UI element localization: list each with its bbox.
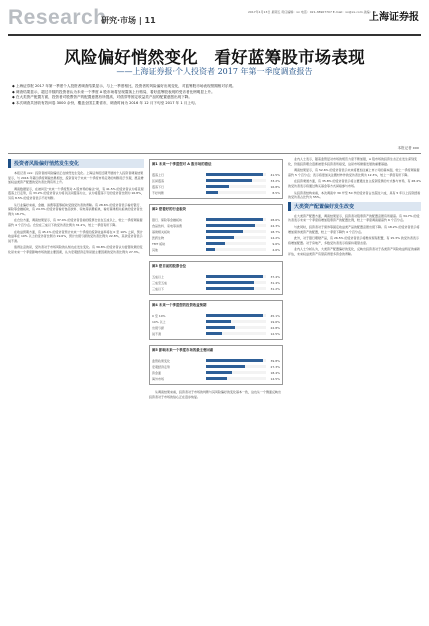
bar-value-label: 18.7% [270,229,280,234]
bar-track [206,230,266,233]
bar-label: 海外市场 [152,376,165,381]
paragraph: 本报记者 xxx：投资者的风险偏好正在悄然发生变化。上海证券报近期开展的个人投资者调查结果显示，与 2016 年第四季度调查结果相比，投资者对于未来一个季度市场走势的判断趋于乐观，愿意增加权益类资产配置的受访者比例有所上升。 [8,171,144,185]
paragraph: 业内人士分析认为，大类资产配置偏好的变化，反映出投资者对于各类资产风险收益特征的重新评估，未来权益类资产有望获得更多资金的青睐。 [288,247,421,256]
bar-track [206,365,266,368]
bar [206,377,227,380]
bar-label: 三成以下 [152,286,165,291]
bar-value-label: 27.3% [270,364,280,369]
bar-value-label: 39.8% [270,358,280,363]
bar-value-label: 28.6% [270,217,280,222]
bar [206,287,254,290]
bar [206,242,225,245]
bar-track [206,224,266,227]
chart-bar-row [152,364,280,369]
bar [206,281,254,284]
survey-chart [149,345,283,385]
bar-value-label: 37.4% [270,274,280,279]
bar-value-label: 12.5% [270,331,280,336]
summary-line: ◆ 本次调查共回收有效问卷 3000 余份，覆盖全国主要省市，调查时间为 2016 年 12 月下旬至 2017 年 1 月上旬。 [12,100,199,105]
bar-value-label: 31.2% [270,286,280,291]
bar [206,371,232,374]
bar-value-label: 33.2% [270,178,280,183]
bar-track [206,191,266,194]
bar-label: 震荡下行 [152,184,165,189]
chart-bar-row [152,184,280,189]
chart-title: 图4 未来一个季度您的投资收益预期 [152,303,207,307]
bar-label: 食品饮料、家电等消费 [152,223,183,228]
bar-value-label: 16.8% [270,184,280,189]
bar-track [206,359,266,362]
chart-bar-row [152,325,280,330]
survey-chart [149,261,283,295]
bar-label: 震荡上行 [152,172,165,177]
chart-title: 图1 未来一个季度您对 A 股市场的看法 [152,162,212,166]
bar-label: 宏观经济走势 [152,364,171,369]
bar [206,230,243,233]
bar-track [206,281,266,284]
bar-label: 监管政策变化 [152,358,171,363]
bar-label: 10% 以上 [152,319,166,324]
chart-bar-row [152,319,280,324]
bar-value-label: 8.5% [272,190,280,195]
chart-bar-row [152,313,280,318]
bar-track [206,275,266,278]
bar [206,185,229,188]
paragraph: 在大类资产配置方面，调查结果显示，投资者对股票资产的配置意愿有所提高。有 34.7% 的受访者表示未来一个季度将增加股票资产的配置比例，较上一季度调查提高约 6 个百分点。 [288,213,420,223]
bar-label: TMT 板块 [152,241,166,246]
bar-label: 不好判断 [152,190,165,195]
bar-value-label: 9.6% [272,241,280,246]
paragraph: 与此同时，投资者对于债券等固定收益类产品的配置意愿出现下降。有 18.2% 的受访者表示将增加债券类资产的配置，较上一季度下降约 4 个百分点。 [288,224,420,234]
bar-value-label: 22.8% [270,325,280,330]
bar-track [206,218,266,221]
chart-title: 图3 您目前的股票仓位 [152,264,187,268]
newspaper-logo: 上海证券报 [369,12,419,23]
bar [206,365,245,368]
survey-chart [149,300,283,340]
bar [206,320,231,323]
bar-track [206,326,266,329]
chart-bar-row [152,247,280,252]
bar-track [206,332,266,335]
bar-label: 基建相关板块 [152,229,171,234]
chart-bar-row [152,358,280,363]
paragraph: 从投资者结构来看，本次调查中 30 岁至 50 岁的受访者占比超过六成，具有 5 年以上投资经验的受访者占比约为 55%。 [288,190,421,200]
bar-label: 说不清 [152,331,162,336]
masthead-rule [8,34,421,36]
bar [206,236,234,239]
bar-label: 其他 [152,247,159,252]
chart-bar-row [152,178,280,183]
chart-stack [149,159,283,385]
bar-value-label: 14.2% [270,235,280,240]
bar-label: 0 至 10% [152,313,166,318]
bar-label: 医药生物 [152,235,165,240]
chart-bar-row [152,172,280,177]
bar-track [206,314,266,317]
paragraph: 值得注意的是，受访者对于市场风险的认知也在发生变化。有 39.8% 的受访者认为监管政策的变化是未来一个季度影响市场的最主要因素，认为宏观经济走势是最主要因素的受访者比例为 27.3%。 [8,245,143,254]
byline: 本报记者 xxx [397,146,419,150]
bar-track [206,377,266,380]
bar-value-label: 18.4% [270,370,280,375]
bar [206,224,255,227]
bar [206,326,235,329]
paragraph: 调查结果显示，有 52.6% 的受访者表示未来将更加注重上市公司的基本面，较上一季度调查提高约 5 个百分点；表示将更加关注题材炒作的受访者比例为 12.3%，较上一季度有所下降。 [288,168,420,177]
chart-bar-row [152,223,280,228]
bar [206,275,263,278]
bar [206,173,263,176]
paragraph: 业内人士表示，随着监管层对市场的规范力度不断加强，A 股市场的投资生态正在发生深刻变化，价值投资理念逐渐被更多投资者所接受，这是市场健康发展的重要基础。 [288,157,418,166]
bar [206,359,263,362]
bar-track [206,173,266,176]
paragraph: 调查数据显示，在被问及“未来一个季度您对 A 股市场的看法”时，有 41.5% 的受访者认为将呈现震荡上行走势，有 33.2% 的受访者认为将以区间震荡为主，认为将震荡下行的受访者比例为 16.8%，另有 8.5% 的受访者表示不好判断。 [8,186,144,200]
paragraph: 从调查结果来看，投资者对于市场的判断与其风险偏好的变化基本一致，这也从一个侧面反映出投资者对于市场的信心正在逐步恢复。 [149,390,282,399]
summary-line: ◆ 在大类资产配置方面，投资者对股票资产的配置意愿有所提高，对债券等固定收益类产品的配置意愿出现下降。 [12,95,192,100]
summary-line: ◆ 调查结果显示，超过半数的投资者认为未来一个季度 A 股市场将呈现震荡上行格局，看好蓝筹股表现的受访者比例明显上升。 [12,89,215,94]
chart-bar-row [152,376,280,381]
bar-value-label: 31.4% [270,280,280,285]
paragraph: 此外，对于银行理财产品，有 26.5% 的受访者表示将维持现有配置，有 15.3% 的受访者表示将增加配置。对于房地产，多数受访者表示将保持观望态度。 [288,236,419,245]
paragraph: 从行业偏好来看，金融、消费等蓝筹板块受到受访者的青睐。有 28.6% 的受访者表示看好银行、保险等金融板块，有 24.3% 的受访者看好食品饮料、家电等消费板块，看好基建相关板块的受访者比例为 18.7%。 [8,202,143,216]
column-right [288,157,421,619]
bar-label: 资金面 [152,370,162,375]
paragraph: 在收益预期方面，有 45.1% 的受访者预计未来一个季度的投资收益率将在 0 至 10% 之间，预计收益率在 10% 以上的受访者比例为 19.6%，预计出现亏损的受访者比例为 22.8%，其余受访者表示说不清。 [8,229,143,243]
bar-track [206,242,266,245]
bar-track [206,248,266,251]
chart-bar-row [152,280,280,285]
column-left [8,157,144,619]
bar [206,191,218,194]
chart-bar-row [152,286,280,291]
section-heading: 投资者风险偏好悄然发生变化 [8,159,144,168]
chart-bar-row [152,217,280,222]
chart-bar-row [152,229,280,234]
bar-track [206,371,266,374]
dateline: 2017年1月13日 星期五 责任编辑：xx 电话：021-38967707 E-mail：xx@xx.com 美编：xx [248,10,377,14]
chart-title: 图2 您看好的行业板块 [152,207,187,211]
bar-value-label: 24.3% [270,223,280,228]
section-title: 研究·市场 | 11 [101,16,156,25]
chart-bar-row [152,241,280,246]
masthead [8,4,421,34]
bar-value-label: 45.1% [270,313,280,318]
bar [206,179,252,182]
bar [206,332,222,335]
chart-bar-row [152,235,280,240]
paragraph: 在投资渠道方面，有 35.8% 的受访者表示将主要通过自主投资股票的方式参与市场，有 28.4% 的受访者表示将通过购买基金等方式间接参与市场。 [288,179,421,188]
summary-block [12,84,417,146]
chart-bar-row [152,190,280,195]
column-middle [149,157,283,619]
bar-track [206,287,266,290]
survey-chart [149,159,283,199]
bar-value-label: 19.6% [270,319,280,324]
bar-track [206,185,266,188]
summary-line: ◆ 上海证券报 2017 年第一季度个人投资者调查结果显示，与上一季度相比，投资者的风险偏好出现变化，对蓝筹股市场表现预期相对乐观。 [12,84,236,88]
chart-bar-row [152,274,280,279]
headline: 风险偏好悄然变化 看好蓝筹股市场表现 [64,48,365,67]
bar-label: 五成以上 [152,274,165,279]
section-brand: Research [8,6,107,29]
bar-label: 区间震荡 [152,178,165,183]
summary-rule [8,153,421,154]
paragraph: 在仓位方面，调查结果显示，有 37.4% 的受访者目前的股票仓位在五成以上，较上一季度调查提高约 4 个百分点。仓位在三成以下的受访者比例为 31.2%，较上一季度有所下降。 [8,218,143,227]
bar-label: 银行、保险等金融板块 [152,217,183,222]
bar-value-label: 4.6% [272,247,280,252]
bar-track [206,320,266,323]
bar-value-label: 41.5% [270,172,280,177]
bar-value-label: 14.5% [270,376,280,381]
chart-bar-row [152,370,280,375]
bar-track [206,179,266,182]
bar-label: 出现亏损 [152,325,165,330]
chart-bar-row [152,331,280,336]
survey-chart [149,204,283,256]
bar [206,248,215,251]
subtitle: ——上海证券报·个人投资者 2017 年第一季度调查报告 [116,67,313,76]
bar-track [206,236,266,239]
bar [206,314,263,317]
chart-title: 图5 影响未来一个季度市场的最主要因素 [152,348,214,352]
bar [206,218,263,221]
section-heading: 大类资产配置偏好发生改变 [288,202,421,211]
bar-label: 三成至五成 [152,280,168,285]
